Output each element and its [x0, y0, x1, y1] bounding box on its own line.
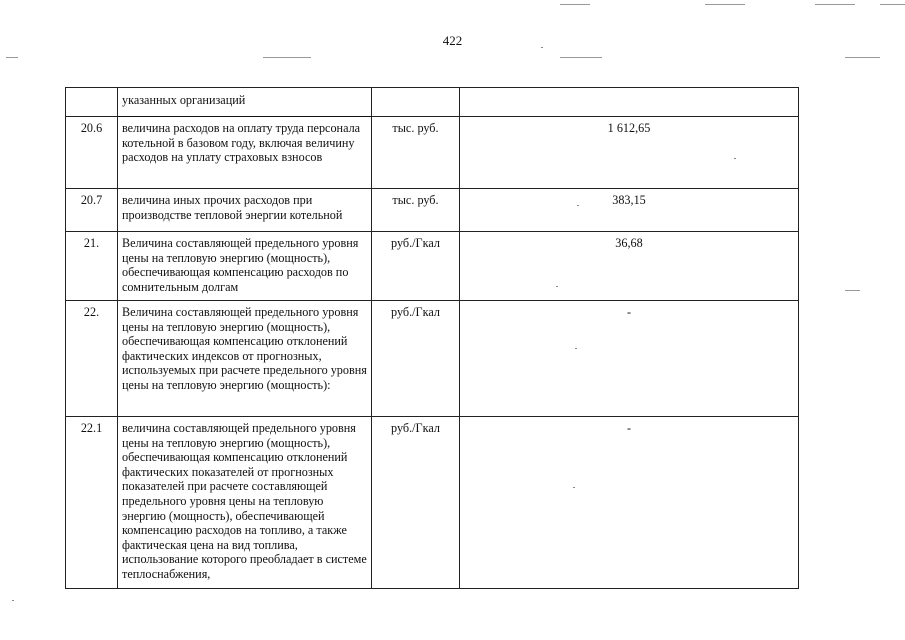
row-number — [66, 88, 118, 117]
row-number: 20.6 — [66, 117, 118, 189]
page-number: 422 — [442, 33, 463, 48]
row-value: 36,68 — [460, 232, 799, 301]
row-number: 22.1 — [66, 417, 118, 589]
table-row — [66, 301, 799, 417]
table-row — [66, 417, 799, 589]
row-value: - — [460, 301, 799, 417]
scan-artifact — [845, 57, 880, 58]
row-unit: руб./Гкал — [372, 417, 460, 589]
row-value: - — [460, 417, 799, 589]
scan-artifact — [560, 4, 590, 5]
row-unit: руб./Гкал — [372, 301, 460, 417]
row-unit: тыс. руб. — [372, 189, 460, 232]
scan-artifact — [6, 57, 18, 58]
tariff-table — [65, 87, 799, 589]
table-row — [66, 117, 799, 189]
row-description: Величина составляющей предельного уровня цены на тепловую энергию (мощность), обеспечивающая компенсацию отклонений фактических индексов от прогнозных, используемых при расчете предельного уровня цены на тепловую энергию (мощность): — [118, 301, 372, 417]
table-row — [66, 232, 799, 301]
row-value: 383,15 — [460, 189, 799, 232]
row-number: 22. — [66, 301, 118, 417]
table-row — [66, 88, 799, 117]
scan-artifact — [705, 4, 745, 5]
row-unit: руб./Гкал — [372, 232, 460, 301]
row-number: 21. — [66, 232, 118, 301]
scan-artifact — [560, 57, 602, 58]
row-description: величина иных прочих расходов при производстве тепловой энергии котельной — [118, 189, 372, 232]
row-number: 20.7 — [66, 189, 118, 232]
row-description: величина расходов на оплату труда персонала котельной в базовом году, включая величину расходов на уплату страховых взносов — [118, 117, 372, 189]
row-unit — [372, 88, 460, 117]
row-description: величина составляющей предельного уровня цены на тепловую энергию (мощность), обеспечивающая компенсацию отклонений фактических показателей от прогнозных показателей при расчете составляющей предельного уровня цены на тепловую энергию (мощность), обеспечивающей компенсацию расходов на топливо, а также фактическая цена на вид топлива, использование которого преобладает в системе теплоснабжения, — [118, 417, 372, 589]
scan-artifact — [845, 290, 860, 291]
scan-artifact — [263, 57, 311, 58]
scan-artifact — [815, 4, 855, 5]
scan-artifact — [880, 4, 905, 5]
table-row — [66, 189, 799, 232]
row-value — [460, 88, 799, 117]
row-unit: тыс. руб. — [372, 117, 460, 189]
row-description: Величина составляющей предельного уровня цены на тепловую энергию (мощность), обеспечивающая компенсацию расходов по сомнительным долгам — [118, 232, 372, 301]
row-value: 1 612,65 — [460, 117, 799, 189]
scan-artifact — [12, 600, 14, 601]
row-description: указанных организаций — [118, 88, 372, 117]
